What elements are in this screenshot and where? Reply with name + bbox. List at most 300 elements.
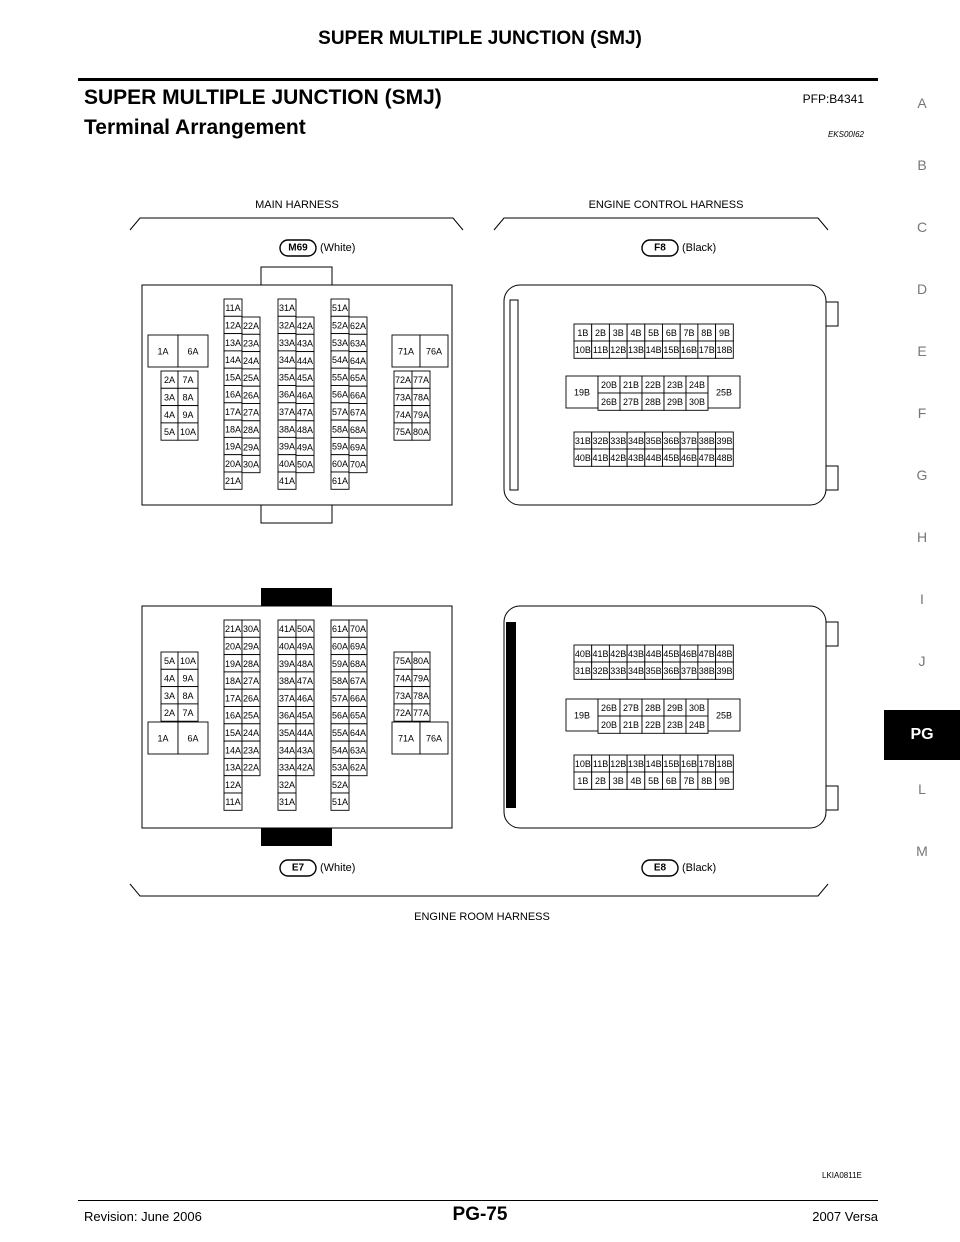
terminal-cell xyxy=(349,637,367,654)
terminal-cell xyxy=(680,662,698,679)
terminal-label: 57A xyxy=(331,693,349,704)
terminal-cell xyxy=(161,687,178,704)
e7-bottom-lock xyxy=(261,828,332,846)
terminal-cell xyxy=(296,655,314,672)
terminal-cell xyxy=(592,432,610,449)
terminal-label: 62A xyxy=(349,321,367,332)
terminal-cell xyxy=(686,393,708,410)
terminal-cell xyxy=(592,645,610,662)
terminal-cell xyxy=(609,662,627,679)
terminal-cell xyxy=(698,755,716,772)
terminal-cell xyxy=(609,432,627,449)
terminal-cell xyxy=(296,689,314,706)
terminal-label: 9A xyxy=(182,409,194,420)
terminal-label: 4B xyxy=(630,328,642,339)
terminal-label: 32B xyxy=(592,436,609,447)
figure-id: LKIA0811E xyxy=(822,1171,862,1180)
terminal-cell xyxy=(296,455,314,472)
terminal-cell xyxy=(680,755,698,772)
terminal-label: 14A xyxy=(224,355,242,366)
terminal-label: 8B xyxy=(701,776,713,787)
section-ref: EKS00I62 xyxy=(827,130,864,139)
terminal-label: 17A xyxy=(224,693,242,704)
terminal-label: 36B xyxy=(663,436,680,447)
terminal-label: 44A xyxy=(296,355,314,366)
terminal-cell xyxy=(574,341,592,358)
terminal-cell xyxy=(349,334,367,351)
terminal-label: 39B xyxy=(716,666,733,677)
terminal-label: 35A xyxy=(278,372,296,383)
terminal-label: 23B xyxy=(666,380,684,391)
terminal-label: 33B xyxy=(610,666,627,677)
terminal-label: 55A xyxy=(331,372,349,383)
terminal-label: 29B xyxy=(666,703,684,714)
terminal-label: 73A xyxy=(394,690,412,701)
terminal-label: 56A xyxy=(331,389,349,400)
terminal-label: 72A xyxy=(394,708,412,719)
terminal-label: 48B xyxy=(716,453,733,464)
terminal-label: 1B xyxy=(577,776,589,787)
terminal-label: 2A xyxy=(163,708,176,719)
terminal-label: 5A xyxy=(163,656,176,667)
terminal-cell xyxy=(296,369,314,386)
page-header-title: SUPER MULTIPLE JUNCTION (SMJ) xyxy=(318,28,642,49)
terminal-cell xyxy=(278,776,296,793)
terminal-cell xyxy=(278,620,296,637)
terminal-label: 46A xyxy=(296,390,314,401)
terminal-label: 4A xyxy=(163,673,176,684)
terminal-cell xyxy=(609,341,627,358)
terminal-label: 65A xyxy=(349,373,367,384)
terminal-label: 27A xyxy=(242,407,260,418)
terminal-label: 46B xyxy=(681,649,698,660)
terminal-label: 47B xyxy=(698,649,715,660)
terminal-cell xyxy=(716,772,734,789)
terminal-label: 16B xyxy=(681,345,698,356)
terminal-label: 17B xyxy=(698,345,715,356)
terminal-label: 45B xyxy=(663,453,680,464)
terminal-label: 38B xyxy=(698,436,715,447)
terminal-label: 17B xyxy=(698,759,715,770)
terminal-label: 5B xyxy=(648,328,660,339)
terminal-label: 58A xyxy=(331,424,349,435)
terminal-cell xyxy=(708,699,740,731)
tab-c[interactable]: C xyxy=(916,219,928,235)
terminal-label: 2A xyxy=(163,375,176,386)
terminal-label: 72A xyxy=(394,375,412,386)
terminal-label: 15A xyxy=(224,727,242,738)
terminal-label: 25B xyxy=(715,710,733,721)
terminal-cell xyxy=(331,472,349,489)
terminal-cell xyxy=(242,334,260,351)
terminal-cell xyxy=(224,368,242,385)
terminal-cell xyxy=(664,716,686,733)
terminal-label: 4B xyxy=(630,776,642,787)
terminal-label: 47A xyxy=(296,407,314,418)
terminal-cell xyxy=(331,707,349,724)
terminal-cell xyxy=(178,335,208,367)
terminal-cell xyxy=(331,793,349,810)
terminal-cell xyxy=(296,758,314,775)
terminal-label: 64A xyxy=(349,355,367,366)
terminal-cell xyxy=(331,386,349,403)
terminal-label: 25A xyxy=(242,373,260,384)
terminal-label: 5B xyxy=(648,776,660,787)
terminal-cell xyxy=(278,724,296,741)
terminal-label: 69A xyxy=(349,442,367,453)
terminal-label: 16B xyxy=(681,759,698,770)
terminal-cell xyxy=(698,341,716,358)
terminal-label: 31B xyxy=(574,436,591,447)
terminal-arrangement-figure xyxy=(120,190,840,930)
terminal-cell xyxy=(592,341,610,358)
terminal-cell xyxy=(349,455,367,472)
terminal-cell xyxy=(349,707,367,724)
connector-f8-badge-id: F8 xyxy=(654,242,666,254)
terminal-cell xyxy=(224,420,242,437)
terminal-cell xyxy=(296,637,314,654)
terminal-cell xyxy=(627,662,645,679)
terminal-label: 50A xyxy=(296,624,314,635)
terminal-label: 40A xyxy=(278,641,296,652)
terminal-label: 20A xyxy=(224,458,242,469)
terminal-label: 30B xyxy=(688,397,706,408)
terminal-label: 37A xyxy=(278,406,296,417)
terminal-label: 77A xyxy=(412,375,430,386)
terminal-cell xyxy=(609,324,627,341)
terminal-cell xyxy=(178,687,198,704)
terminal-label: 43A xyxy=(296,338,314,349)
terminal-cell xyxy=(224,351,242,368)
terminal-label: 12A xyxy=(224,320,242,331)
tab-e[interactable]: E xyxy=(917,343,927,359)
terminal-label: 19A xyxy=(224,441,242,452)
terminal-label: 23A xyxy=(242,745,260,756)
terminal-cell xyxy=(242,637,260,654)
terminal-label: 20A xyxy=(224,641,242,652)
terminal-cell xyxy=(242,707,260,724)
engine-control-harness-label: ENGINE CONTROL HARNESS xyxy=(588,199,744,211)
terminal-label: 1B xyxy=(577,328,589,339)
terminal-cell xyxy=(663,432,681,449)
terminal-cell xyxy=(349,689,367,706)
terminal-cell xyxy=(161,704,178,721)
terminal-cell xyxy=(592,755,610,772)
terminal-cell xyxy=(331,758,349,775)
terminal-label: 6B xyxy=(665,776,677,787)
terminal-label: 7A xyxy=(182,375,194,386)
terminal-cell xyxy=(420,722,448,754)
terminal-cell xyxy=(394,423,412,440)
terminal-cell xyxy=(224,707,242,724)
terminal-label: 26B xyxy=(600,703,618,714)
terminal-label: 3A xyxy=(163,392,176,403)
terminal-cell xyxy=(574,432,592,449)
tab-a[interactable]: A xyxy=(917,95,927,111)
terminal-label: 59A xyxy=(331,441,349,452)
tab-b[interactable]: B xyxy=(917,157,927,173)
terminal-label: 13A xyxy=(224,762,242,773)
terminal-label: 18A xyxy=(224,424,242,435)
connector-e7-badge-id: E7 xyxy=(291,862,305,874)
terminal-cell xyxy=(242,317,260,334)
terminal-label: 49A xyxy=(296,442,314,453)
terminal-label: 14B xyxy=(645,345,662,356)
terminal-cell xyxy=(349,386,367,403)
terminal-label: 51A xyxy=(331,797,349,808)
terminal-cell xyxy=(242,689,260,706)
terminal-cell xyxy=(224,655,242,672)
terminal-label: 31A xyxy=(278,797,296,808)
terminal-label: 44B xyxy=(645,649,662,660)
terminal-label: 36A xyxy=(278,710,296,721)
tab-i[interactable]: I xyxy=(920,591,924,607)
terminal-label: 54A xyxy=(331,745,349,756)
terminal-cell xyxy=(278,689,296,706)
terminal-label: 52A xyxy=(331,779,349,790)
terminal-cell xyxy=(686,376,708,393)
terminal-cell xyxy=(680,449,698,466)
terminal-cell xyxy=(349,438,367,455)
terminal-label: 23B xyxy=(666,720,684,731)
terminal-cell xyxy=(686,716,708,733)
terminal-cell xyxy=(412,371,430,388)
tab-h[interactable]: H xyxy=(916,529,928,545)
terminal-label: 10B xyxy=(574,345,591,356)
terminal-label: 19A xyxy=(224,658,242,669)
terminal-label: 12A xyxy=(224,779,242,790)
terminal-cell xyxy=(716,449,734,466)
terminal-cell xyxy=(331,455,349,472)
section-title: SUPER MULTIPLE JUNCTION (SMJ) xyxy=(84,86,442,109)
terminal-label: 13B xyxy=(627,345,644,356)
terminal-label: 54A xyxy=(331,355,349,366)
tab-d[interactable]: D xyxy=(916,281,928,297)
terminal-cell xyxy=(242,421,260,438)
terminal-cell xyxy=(278,420,296,437)
terminal-cell xyxy=(394,669,412,686)
terminal-label: 20B xyxy=(600,380,618,391)
terminal-cell xyxy=(161,388,178,405)
terminal-cell xyxy=(412,388,430,405)
terminal-label: 10A xyxy=(179,427,197,438)
terminal-label: 1A xyxy=(157,733,169,744)
terminal-label: 41A xyxy=(278,476,296,487)
terminal-label: 42B xyxy=(610,649,627,660)
terminal-label: 80A xyxy=(412,656,430,667)
terminal-cell xyxy=(664,376,686,393)
terminal-label: 25B xyxy=(715,387,733,398)
terminal-cell xyxy=(349,672,367,689)
terminal-cell xyxy=(394,652,412,669)
terminal-cell xyxy=(242,404,260,421)
terminal-label: 66A xyxy=(349,693,367,704)
terminal-cell xyxy=(663,662,681,679)
terminal-label: 80A xyxy=(412,427,430,438)
terminal-cell xyxy=(627,341,645,358)
terminal-cell xyxy=(609,772,627,789)
terminal-cell xyxy=(242,672,260,689)
terminal-label: 29A xyxy=(242,442,260,453)
terminal-label: 18B xyxy=(716,345,733,356)
terminal-cell xyxy=(178,722,208,754)
terminal-label: 79A xyxy=(412,673,430,684)
terminal-cell xyxy=(680,645,698,662)
terminal-label: 48A xyxy=(296,658,314,669)
terminal-label: 11A xyxy=(225,797,241,808)
terminal-label: 33A xyxy=(278,762,296,773)
terminal-cell xyxy=(642,393,664,410)
terminal-label: 39A xyxy=(278,441,296,452)
terminal-cell xyxy=(278,637,296,654)
terminal-cell xyxy=(331,437,349,454)
terminal-label: 51A xyxy=(331,303,349,314)
terminal-label: 67A xyxy=(349,407,367,418)
terminal-cell xyxy=(278,316,296,333)
terminal-label: 16A xyxy=(224,389,242,400)
terminal-cell xyxy=(592,772,610,789)
tab-m[interactable]: M xyxy=(916,843,928,859)
terminal-cell xyxy=(242,741,260,758)
terminal-cell xyxy=(242,655,260,672)
tab-l[interactable]: L xyxy=(918,781,926,797)
tab-j[interactable]: J xyxy=(918,653,926,669)
terminal-cell xyxy=(412,687,430,704)
terminal-label: 19B xyxy=(573,387,591,398)
terminal-label: 61A xyxy=(331,624,349,635)
terminal-label: 23A xyxy=(242,338,260,349)
terminal-cell xyxy=(278,437,296,454)
terminal-cell xyxy=(331,403,349,420)
terminal-cell xyxy=(642,376,664,393)
footer-rule xyxy=(78,1200,878,1201)
terminal-cell xyxy=(278,334,296,351)
terminal-cell xyxy=(566,376,598,408)
terminal-cell xyxy=(680,772,698,789)
terminal-label: 22A xyxy=(242,321,260,332)
terminal-cell xyxy=(331,655,349,672)
terminal-cell xyxy=(645,645,663,662)
terminal-cell xyxy=(349,317,367,334)
terminal-cell xyxy=(224,437,242,454)
terminal-cell xyxy=(349,369,367,386)
terminal-cell xyxy=(296,620,314,637)
terminal-cell xyxy=(663,324,681,341)
terminal-cell xyxy=(224,724,242,741)
terminal-cell xyxy=(331,334,349,351)
terminal-label: 56A xyxy=(331,710,349,721)
terminal-cell xyxy=(349,655,367,672)
terminal-label: 66A xyxy=(349,390,367,401)
tab-g[interactable]: G xyxy=(916,467,928,483)
m69-bottom-lock xyxy=(261,505,332,523)
terminal-label: 61A xyxy=(331,476,349,487)
tab-f[interactable]: F xyxy=(917,405,927,421)
terminal-cell xyxy=(224,672,242,689)
terminal-cell xyxy=(296,724,314,741)
terminal-cell xyxy=(627,324,645,341)
terminal-cell xyxy=(566,699,598,731)
terminal-cell xyxy=(412,406,430,423)
terminal-cell xyxy=(598,699,620,716)
terminal-cell xyxy=(680,432,698,449)
terminal-cell xyxy=(598,393,620,410)
terminal-cell xyxy=(609,755,627,772)
terminal-label: 6B xyxy=(665,328,677,339)
terminal-label: 62A xyxy=(349,762,367,773)
terminal-cell xyxy=(331,776,349,793)
connector-m69-badge-id: M69 xyxy=(288,242,308,254)
terminal-label: 17A xyxy=(224,406,242,417)
terminal-label: 70A xyxy=(349,459,367,470)
terminal-cell xyxy=(716,662,734,679)
terminal-label: 8B xyxy=(701,328,713,339)
terminal-cell xyxy=(574,645,592,662)
terminal-label: 74A xyxy=(394,673,412,684)
terminal-cell xyxy=(349,620,367,637)
terminal-label: 63A xyxy=(349,338,367,349)
terminal-cell xyxy=(394,704,412,721)
terminal-cell xyxy=(224,758,242,775)
terminal-cell xyxy=(627,449,645,466)
terminal-cell xyxy=(224,299,242,316)
terminal-label: 7A xyxy=(182,708,194,719)
terminal-label: 22A xyxy=(242,762,260,773)
terminal-cell xyxy=(224,620,242,637)
terminal-cell xyxy=(349,758,367,775)
terminal-label: 41B xyxy=(592,649,609,660)
terminal-cell xyxy=(148,335,178,367)
terminal-label: 64A xyxy=(349,727,367,738)
terminal-cell xyxy=(296,352,314,369)
terminal-cell xyxy=(178,371,198,388)
terminal-cell xyxy=(663,645,681,662)
terminal-label: 36A xyxy=(278,389,296,400)
terminal-cell xyxy=(412,704,430,721)
terminal-cell xyxy=(278,368,296,385)
terminal-cell xyxy=(224,689,242,706)
tab-pg[interactable]: PG xyxy=(884,710,960,760)
terminal-label: 3B xyxy=(612,328,624,339)
terminal-cell xyxy=(412,652,430,669)
terminal-label: 27A xyxy=(242,676,260,687)
terminal-cell xyxy=(224,403,242,420)
terminal-cell xyxy=(296,672,314,689)
terminal-label: 14B xyxy=(645,759,662,770)
terminal-label: 32A xyxy=(278,779,296,790)
terminal-label: 37B xyxy=(681,666,698,677)
e7-top-lock xyxy=(261,588,332,606)
terminal-cell xyxy=(349,421,367,438)
terminal-label: 53A xyxy=(331,762,349,773)
terminal-label: 38A xyxy=(278,676,296,687)
terminal-label: 24B xyxy=(688,380,706,391)
terminal-cell xyxy=(420,335,448,367)
part-code: PFP:B4341 xyxy=(802,92,864,106)
terminal-label: 45B xyxy=(663,649,680,660)
terminal-label: 33A xyxy=(278,337,296,348)
terminal-cell xyxy=(645,449,663,466)
connector-m69-badge xyxy=(280,240,355,256)
terminal-label: 24B xyxy=(688,720,706,731)
terminal-cell xyxy=(698,772,716,789)
terminal-cell xyxy=(574,772,592,789)
terminal-cell xyxy=(627,645,645,662)
terminal-cell xyxy=(161,669,178,686)
terminal-label: 7B xyxy=(683,328,695,339)
terminal-label: 14A xyxy=(224,745,242,756)
terminal-label: 11B xyxy=(592,759,609,770)
